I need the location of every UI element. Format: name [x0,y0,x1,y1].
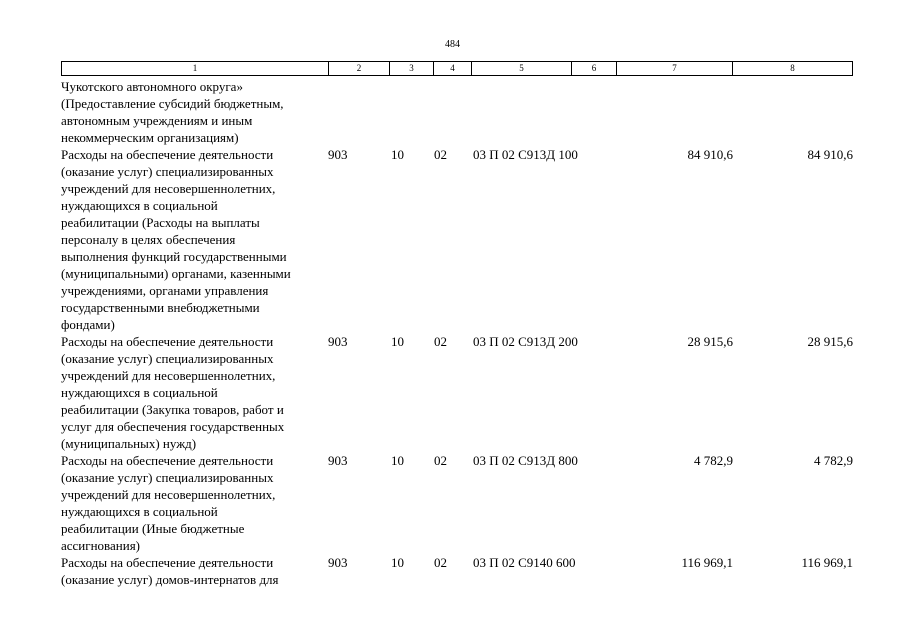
subsection-code: 02 [434,453,447,468]
header-col-5: 5 [472,62,572,75]
amount-col-7: 4 782,9 [694,453,733,468]
target-article-code: 03 П 02 С913Д 100 [473,147,578,162]
admin-code: 903 [328,555,348,570]
target-article-code: 03 П 02 С913Д 200 [473,334,578,349]
amount-col-7: 84 910,6 [687,147,733,162]
amount-col-7: 28 915,6 [687,334,733,349]
table-row [61,554,861,588]
target-article-code: 03 П 02 С913Д 800 [473,453,578,468]
subsection-code: 02 [434,555,447,570]
target-article-code: 03 П 02 С9140 600 [473,555,576,570]
amount-col-8: 28 915,6 [807,334,853,349]
header-col-2: 2 [329,62,390,75]
admin-code: 903 [328,334,348,349]
table-row [61,452,861,554]
row-description: Расходы на обеспечение деятельности (оказание услуг) специализированных учреждений для несовершеннолетних, нуждающихся в социальной реабилитации (Расходы на выплаты персоналу в целях обеспечения выполнения функций государственными (муниципальными) органами, казенными учреждениями, органами управления государственными внебюджетными фондами) [61,147,291,332]
row-description: Расходы на обеспечение деятельности (оказание услуг) домов-интернатов для [61,555,279,587]
header-col-6: 6 [572,62,617,75]
row-description: Чукотского автономного округа» (Предоставление субсидий бюджетным, автономным учреждениям и иным некоммерческим организациям) [61,79,284,145]
header-col-8: 8 [790,63,795,73]
table-row [61,146,861,333]
table-row [61,78,861,146]
amount-col-8: 116 969,1 [801,555,853,570]
amount-col-8: 84 910,6 [807,147,853,162]
admin-code: 903 [328,147,348,162]
admin-code: 903 [328,453,348,468]
table-body [61,78,861,588]
page-number: 484 [445,39,460,50]
section-code: 10 [391,555,404,570]
header-col-4: 4 [434,62,472,75]
section-code: 10 [391,334,404,349]
amount-col-8: 4 782,9 [814,453,853,468]
row-description: Расходы на обеспечение деятельности (оказание услуг) специализированных учреждений для несовершеннолетних, нуждающихся в социальной реабилитации (Закупка товаров, работ и услуг для обеспечения государственных (муниципальных) нужд) [61,334,285,451]
row-description: Расходы на обеспечение деятельности (оказание услуг) специализированных учреждений для несовершеннолетних, нуждающихся в социальной реабилитации (Иные бюджетные ассигнования) [61,453,276,553]
section-code: 10 [391,453,404,468]
header-col-7: 7 [617,62,733,75]
table-row [61,333,861,452]
header-col-3: 3 [390,62,434,75]
header-col-1: 1 [62,62,329,75]
subsection-code: 02 [434,147,447,162]
amount-col-7: 116 969,1 [681,555,733,570]
table-header [61,61,853,76]
section-code: 10 [391,147,404,162]
subsection-code: 02 [434,334,447,349]
